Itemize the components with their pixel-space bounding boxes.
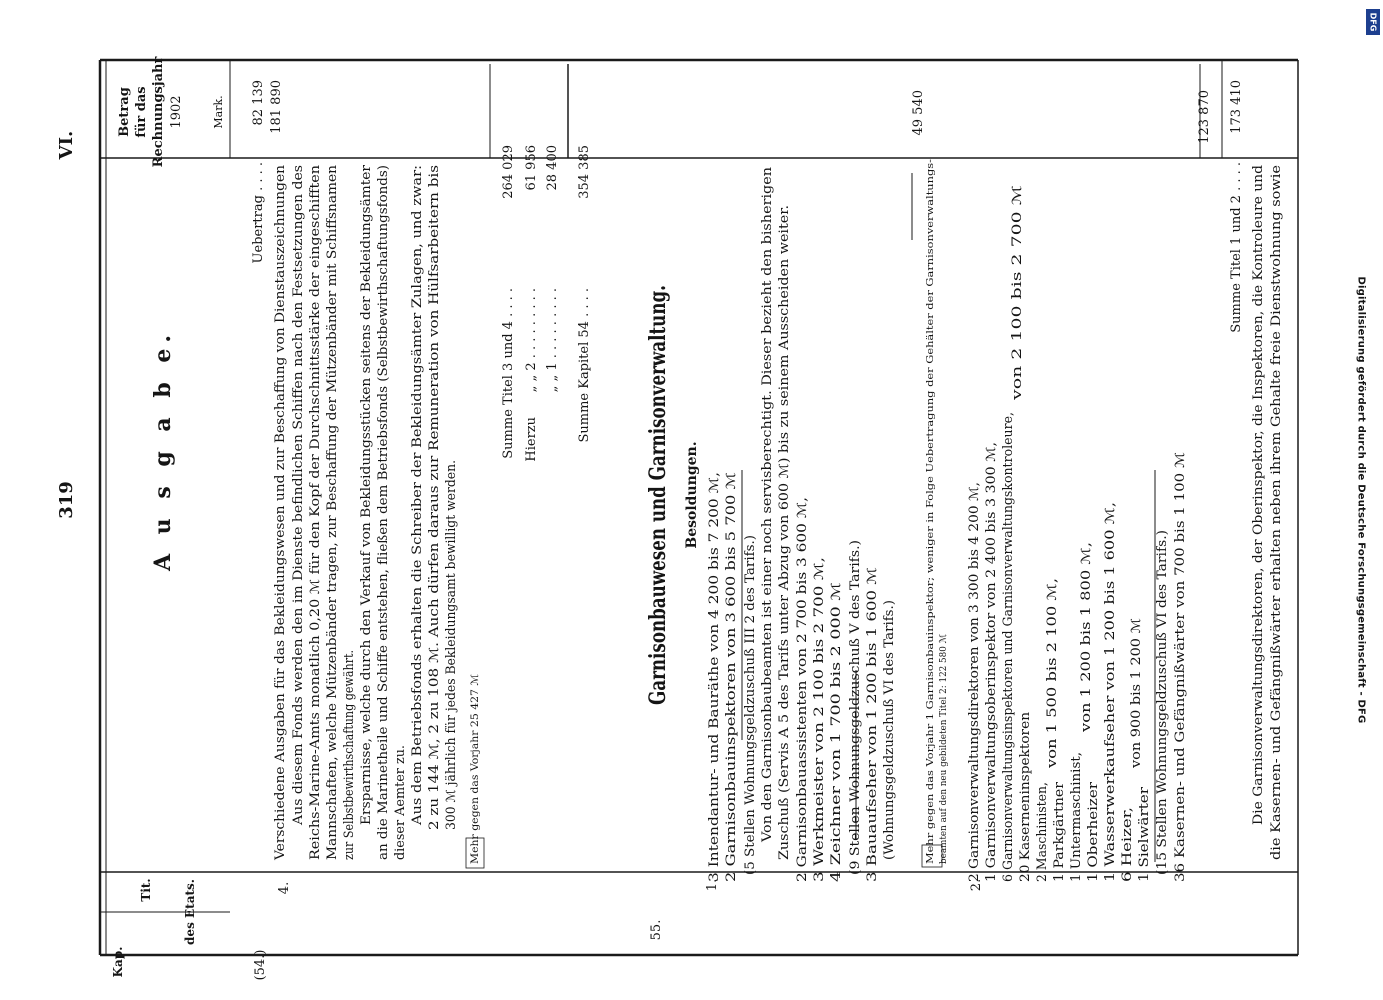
range-c: von 1 200 bis 1 800 ℳ, <box>1078 585 1093 732</box>
tit1-line: 3 Intendantur- und Bauräthe von 4 200 bis 7 200 ℳ, <box>706 546 721 882</box>
mehr-note-54: Mehr gegen das Vorjahr 25 427 ℳ <box>470 689 481 864</box>
tit1-line: 4 Zeichner von 1 700 bis 2 000 ℳ <box>828 666 843 882</box>
hierzu-label: Hierzu <box>524 417 539 462</box>
kap-55: 55. <box>649 919 664 941</box>
mehr-note-tit1-a: Mehr gegen das Vorjahr 1 Garnisonbauinspektor; weniger in Folge Uebertragung der Gehälter der Garnisonverwaltungs- <box>925 276 936 864</box>
col-header-des-etats: des Etats. <box>183 879 197 945</box>
col-header-betrag-2: für das <box>134 86 149 138</box>
closing-line: die Kasernen- und Gefängnißwärter erhalten neben ihrem Gehalte freie Dienstwohnung sowie <box>1268 255 1283 860</box>
section-roman: VI. <box>56 130 77 160</box>
uebertrag-value-b: 181 890 <box>269 80 284 134</box>
summe-kapitel-54-label: Summe Kapitel 54 . . . . <box>577 288 592 443</box>
col-header-mark: Mark. <box>212 95 225 129</box>
digitization-credit <box>1348 100 1374 900</box>
col-header-kap: Kap. <box>111 946 125 978</box>
tit2-line: 2 Maschinisten, <box>1034 780 1049 882</box>
tit2-line: 20 Kaserneninspektoren <box>1017 725 1032 882</box>
s54-line: 2 zu 144 ℳ, 2 zu 108 ℳ. Auch dürfen daraus zur Remuneration von Hülfsarbeitern bis <box>426 276 441 830</box>
s54-line: Reichs-Marine-Amts monatlich 0,20 ℳ für den Kopf der Durchschnittsstärke der eingeschifften <box>307 250 322 860</box>
tit2-line: (15 Stellen Wohnungsgeldzuschuß VI des Tarifs.) <box>1154 561 1169 875</box>
range-a: von 2 100 bis 2 700 ℳ <box>1009 257 1024 400</box>
col-header-tit: Tit. <box>139 878 153 902</box>
section-55-subtitle: Besoldungen. <box>684 441 700 549</box>
hierzu-titel-2-label: „ „ 2 . . . . . . . . . <box>524 288 539 393</box>
tit1-line: (9 Stellen Wohnungsgeldzuschuß V des Tarifs.) <box>847 574 862 875</box>
tit1-line: 2 Garnisonbauassistenten von 2 700 bis 3 600 ℳ, <box>794 565 809 882</box>
tit-2: 2. <box>969 878 984 892</box>
s54-line: 300 ℳ jährlich für jedes Bekleidungsamt bewilligt werden. <box>443 453 458 830</box>
digitization-credit-text: Digitalisierung gefördert durch die Deutsche Forschungsgemeinschaft - DFG <box>1355 276 1367 724</box>
col-header-betrag-1: Betrag <box>117 87 132 137</box>
tit-1: 1. <box>705 878 720 892</box>
summe-titel-3-4-value: 264 029 <box>501 145 516 199</box>
range-d: von 900 bis 1 200 ℳ <box>1128 637 1143 768</box>
summe-titel-1-2-value: 173 410 <box>1229 80 1244 134</box>
page-heading: A u s g a b e. <box>150 328 176 572</box>
page-number: 319 <box>56 481 77 519</box>
tit1-value: 49 540 <box>911 90 926 136</box>
tit1-line: Von den Garnisonbaubeamten ist einer noch servisberechtigt. Dieser bezieht den bisherigen <box>759 250 774 842</box>
tit2-line: 1 Oberheizer <box>1085 798 1100 882</box>
s54-line: Ersparnisse, welche durch den Verkauf von Bekleidungsstücken seitens der Bekleidungsämter <box>358 219 373 825</box>
tit1-line: (5 Stellen Wohnungsgeldzuschuß III 2 des Tarifs.) <box>742 556 757 875</box>
kap-54: (54.) <box>253 949 268 981</box>
summe-titel-1-2-label: Summe Titel 1 und 2 . . . . <box>1229 162 1244 333</box>
s54-line: Aus diesem Fonds werden den im Dienste befindlichen Schiffen nach den Festsetzungen des <box>290 233 305 825</box>
s54-line: zur Selbstbewirthschaftung gewährt. <box>341 621 356 860</box>
summe-titel-3-4-label: Summe Titel 3 und 4 . . . . <box>501 288 516 459</box>
tit1-line: 3 Bauaufseher von 1 200 bis 1 600 ℳ <box>864 642 879 882</box>
tit2-line: 1 Sielwärter <box>1136 803 1151 882</box>
range-b: von 1 500 bis 2 100 ℳ, <box>1044 621 1059 768</box>
tit2-line: 1 Wasserwerkaufseher von 1 200 bis 1 600 ℳ, <box>1102 585 1117 882</box>
tit2-line: 1 Untermaschinist, <box>1068 759 1083 882</box>
mehr-note-tit1-b: beamten auf den neu gebildeten Titel 2: 122 580 ℳ <box>938 615 949 864</box>
closing-line: Die Garnisonverwaltungsdirektoren, der Oberinspektor, die Inspektoren, die Kontroleure und <box>1250 226 1265 825</box>
hierzu-titel-1-label: „ „ 1 . . . . . . . . . <box>545 288 560 393</box>
uebertrag-label: Uebertrag . . . . <box>251 162 266 264</box>
tit2-line: 6 Garnisonverwaltungsinspektoren und Garnisonverwaltungskontroleure, <box>1000 409 1015 882</box>
col-header-betrag-3: Rechnungsjahr <box>151 56 166 168</box>
s54-line: Verschiedene Ausgaben für das Bekleidungswesen und zur Beschaffung von Dienstauszeichnungen <box>272 224 287 860</box>
s54-line: Mannschaften, welche Mützenbänder tragen, zur Beschaffung der Mützenbänder mit Schiffsnamen <box>324 222 339 860</box>
tit2-line: 36 Kasernen- und Gefängnißwärter von 700 bis 1 100 ℳ <box>1172 520 1187 882</box>
tit1-line: 2 Garnisonbauinspektoren von 3 600 bis 5 700 ℳ <box>723 565 738 882</box>
section-55-title: Garnisonbauwesen und Garnisonverwaltung. <box>645 152 671 705</box>
tit1-line: (Wohnungsgeldzuschuß VI des Tarifs.) <box>881 614 896 860</box>
s54-line: dieser Aemter zu. <box>392 746 407 860</box>
tit2-line: 1 Garnisonverwaltungsoberinspektor von 2 400 bis 3 300 ℳ, <box>983 492 998 882</box>
tit2-line: 2 Garnisonverwaltungsdirektoren von 3 300 bis 4 200 ℳ, <box>966 515 981 882</box>
s54-line: an die Marinetheile und Schiffe entstehen, fließen dem Betriebsfonds (Selbstbewirthschaftungsfonds) <box>375 207 390 860</box>
tit1-line: 3 Werkmeister von 2 100 bis 2 700 ℳ, <box>811 637 826 882</box>
hierzu-titel-2-value: 61 956 <box>524 145 539 191</box>
tit2-value: 123 870 <box>1197 90 1212 144</box>
tit-4: 4. <box>277 881 292 895</box>
summe-kapitel-54-value: 354 385 <box>577 145 592 199</box>
dfg-logo-text: DFG <box>1368 12 1378 32</box>
tit2-line: 1 Parkgärtner <box>1051 792 1066 882</box>
s54-line: Aus dem Betriebsfonds erhalten die Schreiber der Bekleidungsämter Zulagen, und zwar: <box>409 255 424 825</box>
uebertrag-value-a: 82 139 <box>251 80 266 126</box>
col-header-betrag-4: 1902 <box>169 95 184 129</box>
hierzu-titel-1-value: 28 400 <box>545 145 560 191</box>
tit2-line: 6 Heizer, <box>1119 824 1134 882</box>
dfg-logo <box>1366 9 1380 35</box>
tit1-line: Zuschuß (Servis A 5 des Tarifs unter Abzug von 600 ℳ) bis zu seinem Ausscheiden weiter. <box>776 282 791 860</box>
